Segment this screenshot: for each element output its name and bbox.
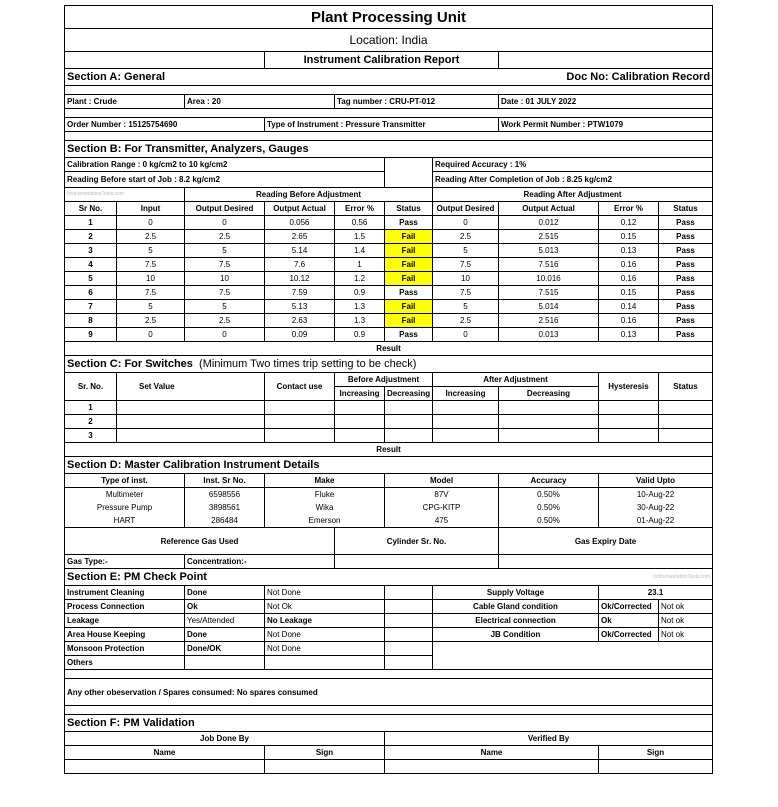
cal-cell: 5 — [117, 244, 185, 258]
gas-expiry-header: Gas Expiry Date — [499, 528, 713, 555]
date-field: Date : 01 JULY 2022 — [499, 95, 713, 109]
cal-cell: 1 — [335, 258, 385, 272]
location: Location: India — [65, 29, 713, 52]
switch-rows — [65, 401, 713, 443]
cal-cell: 2.63 — [265, 314, 335, 328]
required-accuracy: Required Accuracy : 1% — [433, 158, 713, 172]
cal-cell: 2.515 — [499, 230, 599, 244]
cal-cell: 0.09 — [265, 328, 335, 342]
switch-cell[interactable] — [499, 429, 599, 443]
reference-gas-header: Reference Gas Used — [65, 528, 335, 555]
master-cell: CPG-KITP — [385, 501, 499, 514]
calibration-row — [65, 216, 713, 230]
switch-cell[interactable] — [433, 415, 499, 429]
concentration-field: Concentration:- — [185, 555, 335, 569]
cal-cell: 0 — [433, 216, 499, 230]
master-cell: 0.50% — [499, 488, 599, 502]
pm-check-label: Monsoon Protection — [65, 642, 185, 656]
cal-cell: 8 — [65, 314, 117, 328]
status-cell: Pass — [659, 230, 713, 244]
pm-check-label: Instrument Cleaning — [65, 586, 185, 600]
cal-cell: 7.516 — [499, 258, 599, 272]
master-cell: 0.50% — [499, 514, 599, 528]
sw-before-increasing: Increasing — [335, 387, 385, 401]
switch-cell[interactable] — [335, 429, 385, 443]
status-cell: Pass — [385, 216, 433, 230]
master-cell: 3898561 — [185, 501, 265, 514]
pm-spacer — [385, 586, 433, 600]
cal-cell: 1 — [65, 216, 117, 230]
switch-row — [65, 401, 713, 415]
master-cell: 475 — [385, 514, 499, 528]
calibration-report — [64, 5, 712, 774]
cal-cell: 0.9 — [335, 286, 385, 300]
pm-option[interactable] — [265, 656, 385, 670]
calibration-columns — [65, 202, 713, 216]
cal-col-header: Status — [385, 202, 433, 216]
pm-check-row — [65, 586, 713, 600]
pm-check-row — [65, 628, 713, 642]
pm-right-label: Cable Gland condition — [433, 600, 599, 614]
cal-cell: 2.65 — [265, 230, 335, 244]
switch-cell[interactable] — [335, 401, 385, 415]
cal-col-header: Error % — [599, 202, 659, 216]
calibration-rows — [65, 216, 713, 342]
cal-cell: 5 — [433, 300, 499, 314]
observation: Any other obeservation / Spares consumed: No spares consumed — [65, 679, 713, 706]
cal-cell: 6 — [65, 286, 117, 300]
master-cell: Wika — [265, 501, 385, 514]
pm-check-row — [65, 614, 713, 628]
cal-cell: 2.5 — [117, 230, 185, 244]
cylinder-header: Cylinder Sr. No. — [335, 528, 499, 555]
pm-right-label: JB Condition — [433, 628, 599, 642]
cal-col-header: Input — [117, 202, 185, 216]
master-row — [65, 488, 713, 502]
pm-check-label: Area House Keeping — [65, 628, 185, 642]
doc-number: Doc No: Calibration Record — [385, 69, 713, 86]
pm-option[interactable]: Not Done — [265, 628, 385, 642]
switch-sr: 1 — [65, 401, 117, 415]
master-cell: Emerson — [265, 514, 385, 528]
section-c-heading: Section C: For Switches — [67, 357, 193, 370]
cal-cell: 10.016 — [499, 272, 599, 286]
status-cell: Fail — [385, 314, 433, 328]
master-rows — [65, 488, 713, 528]
switch-cell[interactable] — [499, 401, 599, 415]
cal-cell: 0 — [433, 328, 499, 342]
cal-cell: 5.014 — [499, 300, 599, 314]
status-cell: Pass — [659, 272, 713, 286]
job-done-by: Job Done By — [65, 732, 385, 746]
sw-contact-header: Contact use — [265, 373, 335, 401]
cal-cell: 1.2 — [335, 272, 385, 286]
cal-col-header: Status — [659, 202, 713, 216]
switch-row — [65, 429, 713, 443]
cal-cell: 5 — [185, 244, 265, 258]
pm-check-label: Leakage — [65, 614, 185, 628]
cal-cell: 3 — [65, 244, 117, 258]
pm-spacer — [385, 642, 433, 656]
calibration-row — [65, 258, 713, 272]
pm-option[interactable]: No Leakage — [265, 614, 385, 628]
cal-cell: 1.3 — [335, 300, 385, 314]
status-cell: Pass — [659, 328, 713, 342]
master-cell: 10-Aug-22 — [599, 488, 713, 502]
calibration-row — [65, 272, 713, 286]
switch-cell[interactable] — [599, 415, 659, 429]
verified-by: Verified By — [385, 732, 713, 746]
verify-sign-input[interactable] — [599, 760, 713, 774]
master-cell: 87V — [385, 488, 499, 502]
switch-cell[interactable] — [433, 401, 499, 415]
cal-cell: 2.5 — [185, 314, 265, 328]
cal-cell: 0.056 — [265, 216, 335, 230]
cal-cell: 0.16 — [599, 258, 659, 272]
cal-cell: 0.15 — [599, 230, 659, 244]
sw-after-decreasing: Decreasing — [499, 387, 599, 401]
master-cell: Pressure Pump — [65, 501, 185, 514]
cal-cell: 7.5 — [117, 258, 185, 272]
pm-spacer — [385, 600, 433, 614]
master-col-header: Accuracy — [499, 474, 599, 488]
master-cell: Multimeter — [65, 488, 185, 502]
cal-cell: 7.5 — [433, 286, 499, 300]
sw-before-decreasing: Decreasing — [385, 387, 433, 401]
cal-cell: 2.5 — [117, 314, 185, 328]
pm-option[interactable]: Not ok — [659, 614, 713, 628]
plant-field: Plant : Crude — [65, 95, 185, 109]
pm-option[interactable]: Not ok — [659, 628, 713, 642]
cal-col-header: Error % — [335, 202, 385, 216]
cal-cell: 5 — [117, 300, 185, 314]
reading-before-job: Reading Before start of Job : 8.2 kg/cm2 — [65, 172, 385, 188]
cal-cell: 2.5 — [433, 230, 499, 244]
cal-cell: 0 — [117, 216, 185, 230]
sw-after-header: After Adjustment — [433, 373, 599, 387]
switch-cell[interactable] — [499, 415, 599, 429]
switch-cell[interactable] — [659, 429, 713, 443]
switch-cell[interactable] — [385, 415, 433, 429]
status-cell: Fail — [385, 230, 433, 244]
pm-option[interactable]: Ok — [599, 614, 659, 628]
calibration-row — [65, 230, 713, 244]
section-c-note: (Minimum Two times trip setting to be check) — [199, 357, 417, 370]
cal-cell: 7.5 — [433, 258, 499, 272]
master-col-header: Make — [265, 474, 385, 488]
calibration-row — [65, 300, 713, 314]
cal-cell: 0.12 — [599, 216, 659, 230]
pm-right-label: Supply Voltage — [433, 586, 599, 600]
pm-spacer — [385, 614, 433, 628]
cal-cell: 0.16 — [599, 314, 659, 328]
switch-cell[interactable] — [265, 415, 335, 429]
switch-cell[interactable] — [385, 401, 433, 415]
cal-cell: 0.13 — [599, 244, 659, 258]
switch-cell[interactable] — [599, 401, 659, 415]
status-cell: Fail — [385, 258, 433, 272]
cal-cell: 5.14 — [265, 244, 335, 258]
cal-cell: 1.5 — [335, 230, 385, 244]
status-cell: Pass — [659, 300, 713, 314]
company-title: Plant Processing Unit — [65, 6, 713, 29]
job-sign-header: Sign — [265, 746, 385, 760]
pm-option[interactable]: Done — [185, 628, 265, 642]
switch-cell[interactable] — [265, 429, 335, 443]
pm-spacer — [385, 628, 433, 642]
cal-cell: 0 — [185, 216, 265, 230]
instrument-type-field: Type of Instrument : Pressure Transmitter — [265, 118, 499, 132]
status-cell: Pass — [659, 314, 713, 328]
job-name-input[interactable] — [65, 760, 265, 774]
status-cell: Fail — [385, 272, 433, 286]
cal-cell: 0.14 — [599, 300, 659, 314]
sw-after-increasing: Increasing — [433, 387, 499, 401]
master-cell: Fluke — [265, 488, 385, 502]
cal-cell: 10 — [117, 272, 185, 286]
cal-cell: 7 — [65, 300, 117, 314]
report-title: Instrument Calibration Report — [265, 52, 499, 69]
report-table — [64, 5, 713, 774]
cal-col-header: Output Desired — [433, 202, 499, 216]
pm-check-rows — [65, 586, 713, 670]
switch-cell[interactable] — [599, 429, 659, 443]
cal-cell: 1.4 — [335, 244, 385, 258]
calibration-row — [65, 314, 713, 328]
permit-field: Work Permit Number : PTW1079 — [499, 118, 713, 132]
status-cell: Fail — [385, 244, 433, 258]
section-e-title: Section E: PM Check Point — [65, 569, 499, 586]
master-cell: 286484 — [185, 514, 265, 528]
pm-option[interactable]: Ok/Corrected — [599, 628, 659, 642]
cal-cell: 2.5 — [433, 314, 499, 328]
status-cell: Pass — [385, 286, 433, 300]
master-cell: 30-Aug-22 — [599, 501, 713, 514]
switch-row — [65, 415, 713, 429]
cal-cell: 9 — [65, 328, 117, 342]
watermark-e: InstrumentationTools.com — [499, 569, 713, 586]
sw-set-value-header: Set Value — [117, 373, 265, 401]
pm-option[interactable]: Ok/Corrected — [599, 600, 659, 614]
cal-cell: 0.13 — [599, 328, 659, 342]
section-c-result: Result — [65, 443, 713, 457]
pm-check-label: Others — [65, 656, 185, 670]
watermark: InstrumentationTools.com — [65, 188, 185, 202]
cal-cell: 2.5 — [185, 230, 265, 244]
cal-cell: 7.59 — [265, 286, 335, 300]
cal-cell: 5.13 — [265, 300, 335, 314]
status-cell: Fail — [385, 300, 433, 314]
switch-cell[interactable] — [117, 401, 265, 415]
pm-check-label: Process Connection — [65, 600, 185, 614]
switch-cell[interactable] — [265, 401, 335, 415]
calibration-range: Calibration Range : 0 kg/cm2 to 10 kg/cm2 — [65, 158, 385, 172]
cal-cell: 1.3 — [335, 314, 385, 328]
sw-before-header: Before Adjustment — [335, 373, 433, 387]
master-row — [65, 514, 713, 528]
cal-cell: 7.6 — [265, 258, 335, 272]
pm-option[interactable]: Yes/Attended — [185, 614, 265, 628]
calibration-row — [65, 286, 713, 300]
section-f-title: Section F: PM Validation — [65, 715, 713, 732]
cal-cell: 5.013 — [499, 244, 599, 258]
status-cell: Pass — [659, 258, 713, 272]
switch-cell[interactable] — [117, 415, 265, 429]
after-adjustment-header: Reading After Adjustment — [433, 188, 713, 202]
master-cell: 6598556 — [185, 488, 265, 502]
cal-cell: 10.12 — [265, 272, 335, 286]
cal-col-header: Output Actual — [265, 202, 335, 216]
pm-blank — [433, 642, 713, 670]
status-cell: Pass — [385, 328, 433, 342]
master-col-header: Model — [385, 474, 499, 488]
status-cell: Pass — [659, 244, 713, 258]
sw-hysteresis-header: Hysteresis — [599, 373, 659, 401]
switch-cell[interactable] — [335, 415, 385, 429]
before-adjustment-header: Reading Before Adjustment — [185, 188, 433, 202]
pm-option[interactable]: Not Ok — [265, 600, 385, 614]
calibration-row — [65, 328, 713, 342]
cal-col-header: Output Desired — [185, 202, 265, 216]
area-field: Area : 20 — [185, 95, 335, 109]
status-cell: Pass — [659, 286, 713, 300]
section-a-title: Section A: General — [65, 69, 385, 86]
cal-cell: 0.15 — [599, 286, 659, 300]
cal-cell: 0 — [185, 328, 265, 342]
reading-after-job: Reading After Completion of Job : 8.25 kg/cm2 — [433, 172, 713, 188]
sw-status-header: Status — [659, 373, 713, 401]
gas-type-field: Gas Type:- — [65, 555, 185, 569]
verify-name-input[interactable] — [385, 760, 599, 774]
master-cell: 01-Aug-22 — [599, 514, 713, 528]
cal-cell: 10 — [185, 272, 265, 286]
cal-cell: 5 — [433, 244, 499, 258]
cal-cell: 7.5 — [117, 286, 185, 300]
master-col-header: Inst. Sr No. — [185, 474, 265, 488]
cal-cell: 0.012 — [499, 216, 599, 230]
cal-cell: 2 — [65, 230, 117, 244]
calibration-row — [65, 244, 713, 258]
cal-cell: 4 — [65, 258, 117, 272]
pm-option[interactable]: Ok — [185, 600, 265, 614]
section-b-result: Result — [65, 342, 713, 356]
master-columns — [65, 474, 713, 488]
switch-cell[interactable] — [659, 401, 713, 415]
cal-cell: 0.9 — [335, 328, 385, 342]
verify-sign-header: Sign — [599, 746, 713, 760]
pm-spacer — [385, 656, 433, 670]
pm-check-row — [65, 600, 713, 614]
status-cell: Pass — [659, 216, 713, 230]
cal-cell: 2.516 — [499, 314, 599, 328]
cal-cell: 0.56 — [335, 216, 385, 230]
switch-sr: 3 — [65, 429, 117, 443]
master-row — [65, 501, 713, 514]
cal-col-header: Sr No. — [65, 202, 117, 216]
pm-option[interactable]: Not ok — [659, 600, 713, 614]
pm-right-label: Electrical connection — [433, 614, 599, 628]
verify-name-header: Name — [385, 746, 599, 760]
pm-option[interactable]: Done — [185, 586, 265, 600]
supply-voltage-value: 23.1 — [599, 586, 713, 600]
switch-cell[interactable] — [385, 429, 433, 443]
master-cell: 0.50% — [499, 501, 599, 514]
pm-option[interactable]: Done/OK — [185, 642, 265, 656]
cal-col-header: Output Actual — [499, 202, 599, 216]
switch-sr: 2 — [65, 415, 117, 429]
master-cell: HART — [65, 514, 185, 528]
section-b-title: Section B: For Transmitter, Analyzers, Gauges — [65, 141, 713, 158]
cal-cell: 10 — [433, 272, 499, 286]
section-d-title: Section D: Master Calibration Instrument Details — [65, 457, 713, 474]
cal-cell: 5 — [185, 300, 265, 314]
cal-cell: 0.013 — [499, 328, 599, 342]
pm-option[interactable] — [185, 656, 265, 670]
cal-cell: 0.16 — [599, 272, 659, 286]
cal-cell: 0 — [117, 328, 185, 342]
pm-check-row — [65, 642, 713, 656]
order-field: Order Number : 15125754690 — [65, 118, 265, 132]
cal-cell: 5 — [65, 272, 117, 286]
sw-sr-header: Sr. No. — [65, 373, 117, 401]
pm-option[interactable]: Not Done — [265, 586, 385, 600]
cal-cell: 7.515 — [499, 286, 599, 300]
section-c-title — [65, 356, 713, 373]
master-col-header: Type of inst. — [65, 474, 185, 488]
master-col-header: Valid Upto — [599, 474, 713, 488]
switch-cell[interactable] — [659, 415, 713, 429]
tag-field: Tag number : CRU-PT-012 — [335, 95, 499, 109]
switch-cell[interactable] — [117, 429, 265, 443]
pm-option[interactable]: Not Done — [265, 642, 385, 656]
job-sign-input[interactable] — [265, 760, 385, 774]
cal-cell: 7.5 — [185, 286, 265, 300]
job-name-header: Name — [65, 746, 265, 760]
switch-cell[interactable] — [433, 429, 499, 443]
cal-cell: 7.5 — [185, 258, 265, 272]
